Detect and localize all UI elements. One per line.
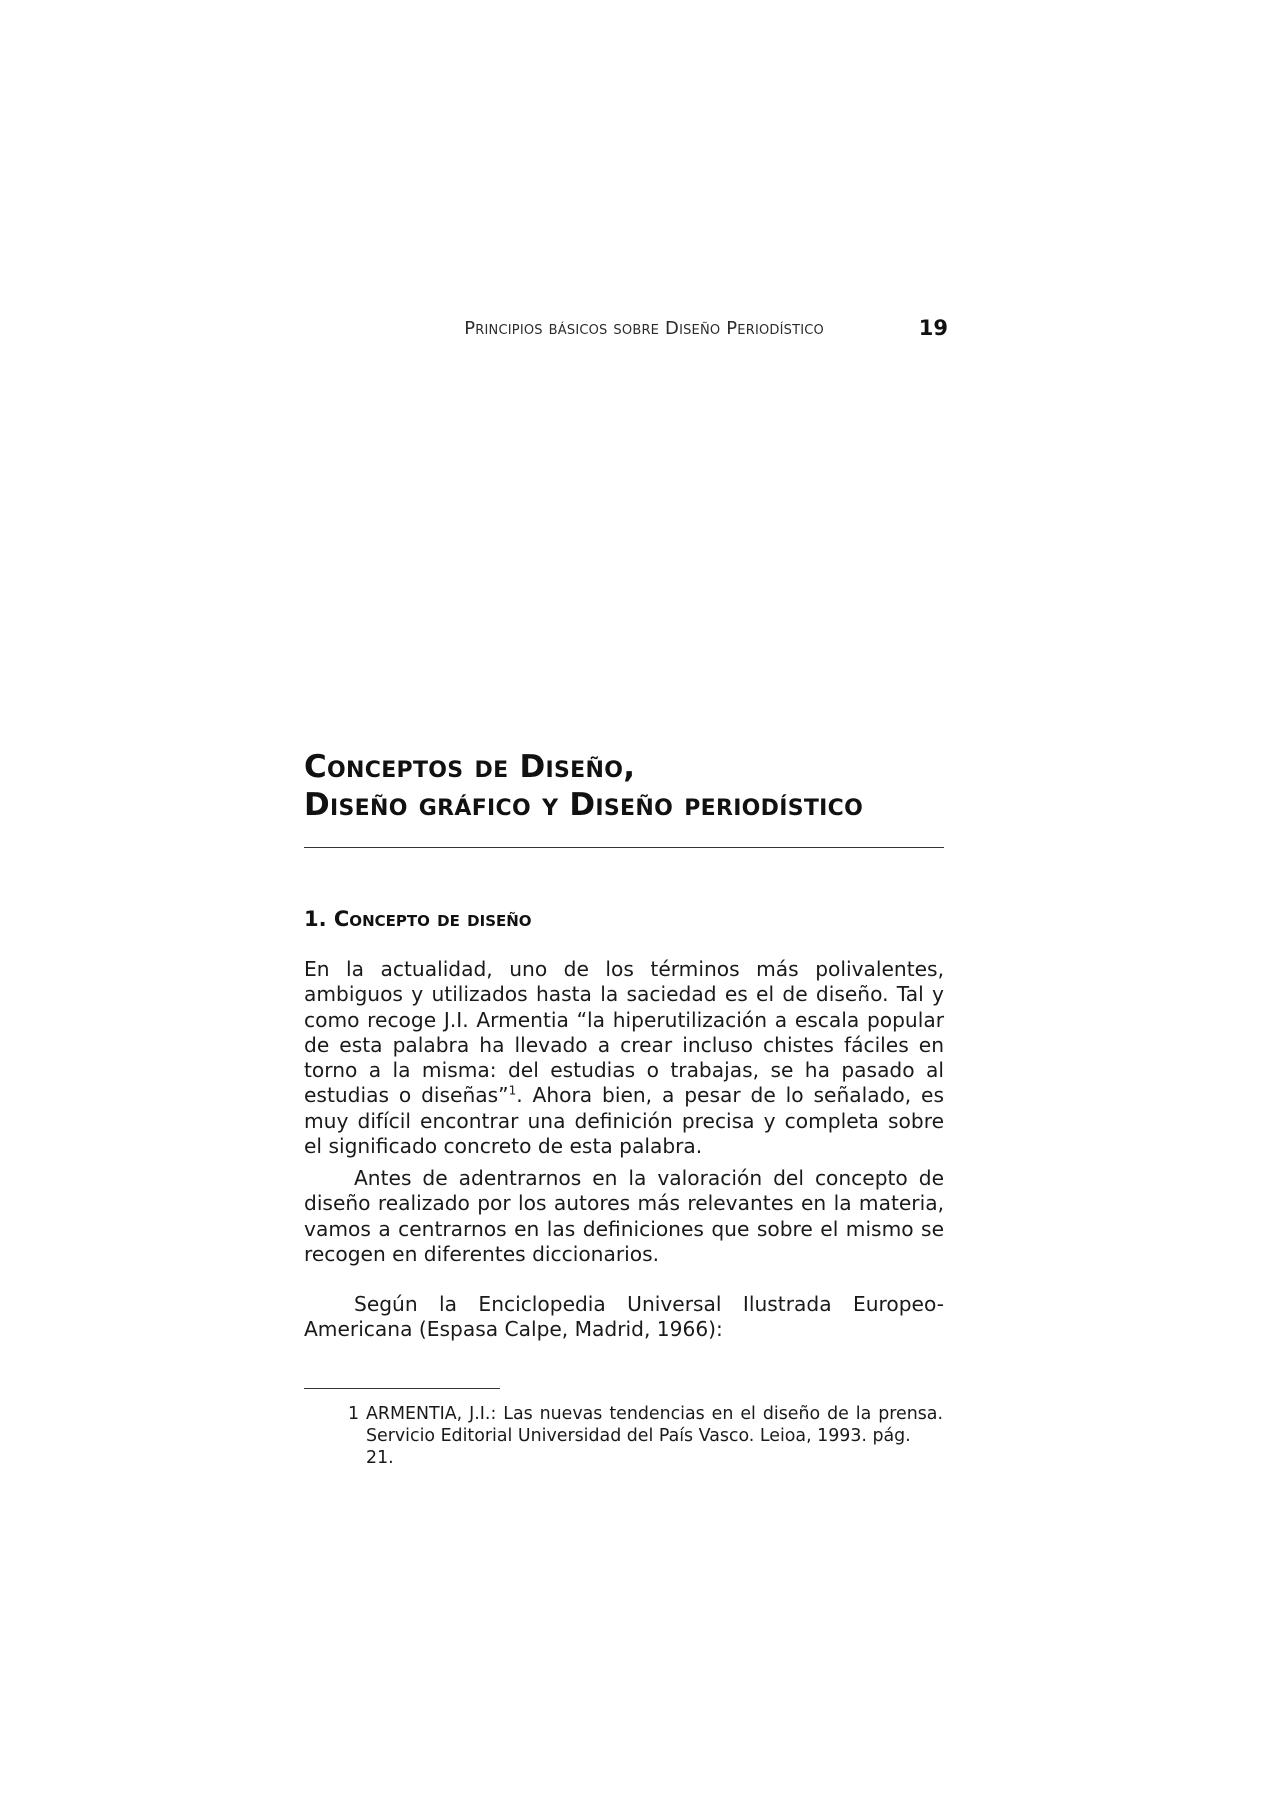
footnote-line-2: Servicio Editorial Universidad del País Vasco. Leioa, 1993. pág. 21. xyxy=(366,1426,911,1468)
section-heading: 1. Concepto de diseño xyxy=(304,907,532,931)
footnote-line-1: 1 ARMENTIA, J.I.: Las nuevas tendencias en el diseño de la prensa. xyxy=(348,1404,943,1424)
paragraph-1-continuation: . Ahora bien, a pesar de lo señalado, es muy difícil encontrar una definición precisa y completa sobre el significado concreto de esta palabra. xyxy=(304,1083,944,1159)
footnote xyxy=(348,1403,943,1469)
chapter-title xyxy=(304,748,944,824)
paragraph-3: Según la Enciclopedia Universal Ilustrada Europeo-Americana (Espasa Calpe, Madrid, 1966): xyxy=(304,1292,944,1342)
chapter-title-line-2: Diseño gráfico y Diseño periodístico xyxy=(304,787,864,823)
chapter-title-rule xyxy=(304,847,944,848)
paragraph-1 xyxy=(304,957,944,1159)
paragraph-2: Antes de adentrarnos en la valoración del concepto de diseño realizado por los autores más relevantes en la materia, vamos a centrarnos en las definiciones que sobre el mismo se recogen en diferentes diccionarios. xyxy=(304,1166,944,1266)
running-title: Principios básicos sobre Diseño Periodístico xyxy=(464,318,824,339)
chapter-title-line-1: Conceptos de Diseño, xyxy=(304,749,636,785)
running-header xyxy=(300,316,948,346)
footnote-rule xyxy=(304,1388,500,1389)
footnote-reference: 1 xyxy=(508,1083,517,1098)
page-number: 19 xyxy=(918,316,948,340)
paragraph-1-text: En la actualidad, uno de los términos más polivalentes, ambiguos y utilizados hasta la saciedad es el de diseño. Tal y como recoge J.I. Armentia “la hiperutilización a escala popular de esta palabra ha llevado a crear incluso chistes fáciles en torno a la misma: del estudias o trabajas, se ha pasado al estudias o diseñas” xyxy=(304,957,944,1108)
